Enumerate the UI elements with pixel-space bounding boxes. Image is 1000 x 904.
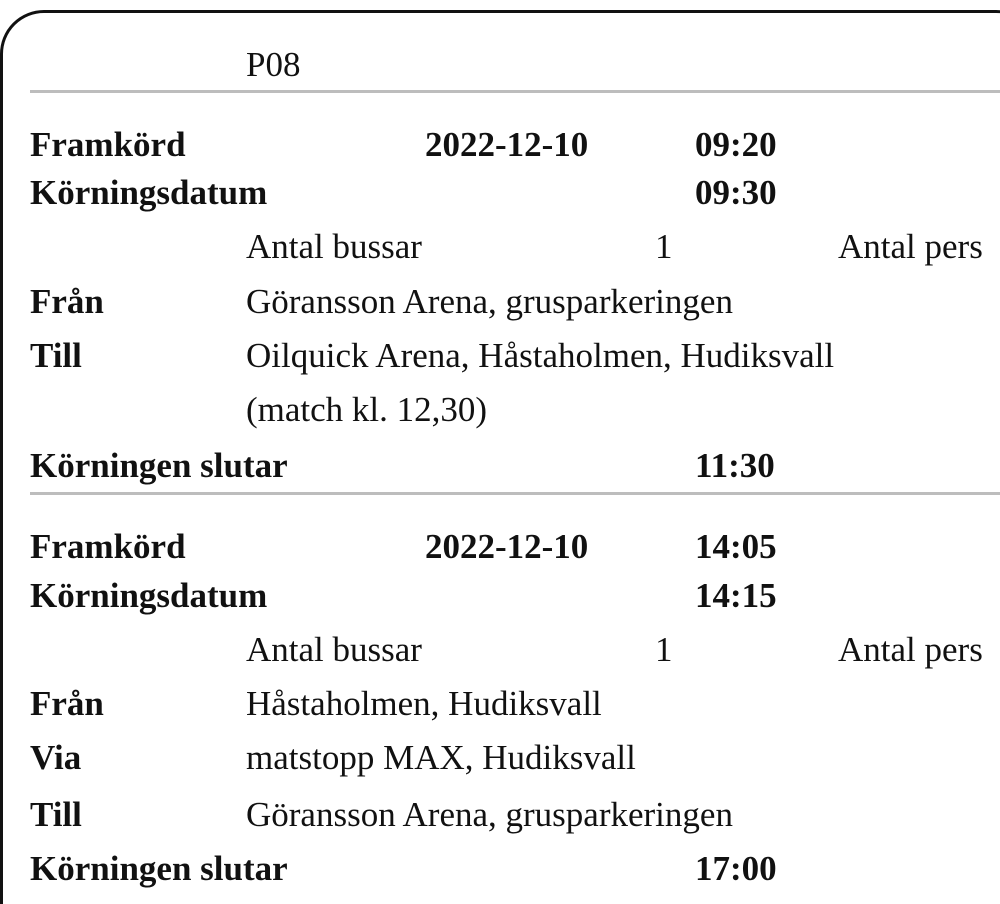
till-value: Göransson Arena, grusparkeringen	[246, 795, 733, 834]
fran-value: Håstaholmen, Hudiksvall	[246, 684, 602, 723]
korningen-slutar-label: Körningen slutar	[30, 849, 288, 888]
antal-bussar-label: Antal bussar	[246, 630, 422, 669]
trip-date: 2022-12-10	[425, 527, 589, 566]
till-label: Till	[30, 336, 82, 375]
trip-date: 2022-12-10	[425, 125, 589, 164]
via-label: Via	[30, 738, 82, 777]
antal-pers-label: Antal pers	[838, 227, 983, 266]
till-label: Till	[30, 795, 82, 834]
via-value: matstopp MAX, Hudiksvall	[246, 738, 636, 777]
till-value-note: (match kl. 12,30)	[246, 390, 488, 429]
till-value: Oilquick Arena, Håstaholmen, Hudiksvall	[246, 336, 835, 375]
antal-bussar-value: 1	[655, 227, 673, 266]
framkord-time: 09:20	[695, 125, 777, 164]
antal-bussar-value: 1	[655, 630, 673, 669]
antal-bussar-label: Antal bussar	[246, 227, 422, 266]
korningen-slutar-time: 17:00	[695, 849, 777, 888]
korningsdatum-time: 14:15	[695, 576, 777, 615]
trip-code: P08	[246, 45, 301, 84]
framkord-label: Framkörd	[30, 125, 186, 164]
fran-value: Göransson Arena, grusparkeringen	[246, 282, 733, 321]
framkord-label: Framkörd	[30, 527, 186, 566]
antal-pers-label: Antal pers	[838, 630, 983, 669]
korningen-slutar-time: 11:30	[695, 446, 775, 485]
korningsdatum-label: Körningsdatum	[30, 173, 268, 212]
korningsdatum-time: 09:30	[695, 173, 777, 212]
korningsdatum-label: Körningsdatum	[30, 576, 268, 615]
fran-label: Från	[30, 282, 104, 321]
framkord-time: 14:05	[695, 527, 777, 566]
korningen-slutar-label: Körningen slutar	[30, 446, 288, 485]
trip-divider	[30, 492, 1000, 495]
fran-label: Från	[30, 684, 104, 723]
header-divider	[30, 90, 1000, 93]
